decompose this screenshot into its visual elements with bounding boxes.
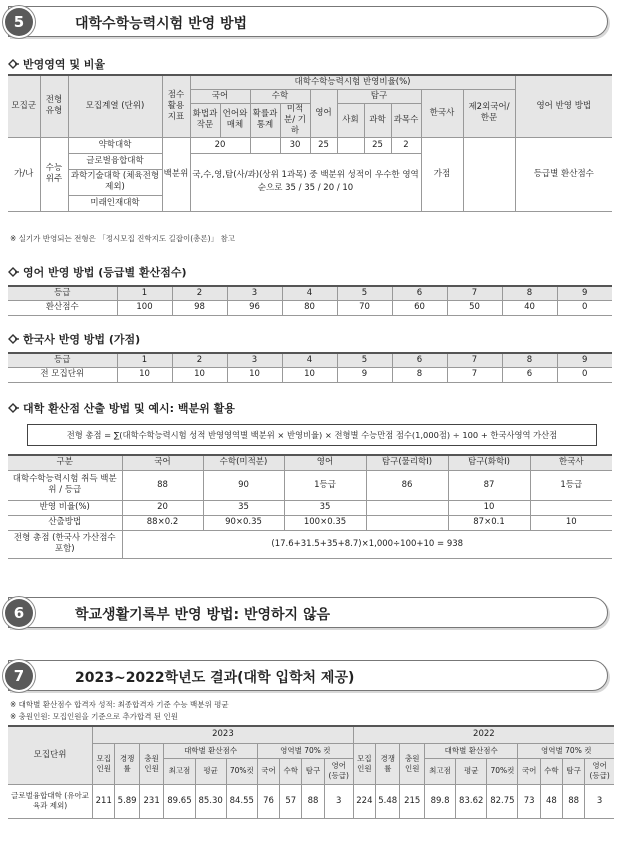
score-cell: 0 (557, 300, 612, 315)
grade-cell: 2 (172, 353, 227, 367)
result-cell: 89.8 (424, 784, 455, 818)
header-math: 수학 (540, 758, 562, 784)
english-table (8, 285, 612, 316)
history-grade-row (8, 353, 612, 367)
calc-header: 국어 (122, 455, 203, 470)
calc-cell: 35 (284, 500, 366, 515)
header-year-2022: 2022 (353, 726, 614, 743)
result-cell: 83.62 (456, 784, 487, 818)
result-cell: 76 (257, 784, 279, 818)
score-cell: 50 (447, 300, 502, 315)
calc-cell: 10 (530, 515, 612, 530)
header-social: 사회 (337, 103, 364, 137)
header-probability: 확률과 통계 (250, 103, 280, 137)
header-avg: 평균 (456, 758, 487, 784)
header-70cut: 70%컷 (487, 758, 518, 784)
english-ratio: 25 (310, 137, 337, 153)
header-english-grade: 영어 (등급) (585, 758, 614, 784)
header-subject-count: 과목수 (391, 103, 421, 137)
section-5-banner (8, 6, 608, 37)
section-6-banner (8, 597, 608, 628)
score-cell: 98 (172, 300, 227, 315)
header-fill: 충원 인원 (400, 743, 424, 784)
calc-header: 탐구(물리학Ⅰ) (366, 455, 448, 470)
result-cell: 5.48 (376, 784, 400, 818)
unit-value: 가/나 (8, 137, 40, 211)
calc-header: 한국사 (530, 455, 612, 470)
dept-item: 과학기술대학 (체육전형 제외) (68, 169, 162, 195)
grade-cell: 8 (502, 286, 557, 300)
result-cell: 48 (540, 784, 562, 818)
section-title: 학교생활기록부 반영 방법: 반영하지 않음 (75, 607, 331, 623)
header-cut: 영역별 70% 컷 (257, 743, 353, 758)
score-cell: 0 (557, 367, 612, 382)
unit-name: 글로벌융합대학 (유아교육과 제외) (8, 784, 93, 818)
grade-cell: 7 (447, 286, 502, 300)
header-english-method: 영어 반영 방법 (515, 75, 612, 137)
prob-ratio (250, 137, 280, 153)
header-cut: 영역별 70% 컷 (518, 743, 614, 758)
score-cell: 60 (392, 300, 447, 315)
header-inquiry: 탐구 (337, 89, 421, 103)
result-cell: 84.55 (226, 784, 257, 818)
header-korean: 국어 (257, 758, 279, 784)
grade-cell: 9 (557, 286, 612, 300)
calc-cell: 88 (122, 470, 203, 500)
section-number-badge: 5 (5, 8, 33, 36)
header-max: 최고점 (164, 758, 195, 784)
calc-table (8, 454, 612, 559)
grade-cell: 7 (447, 353, 502, 367)
score-cell: 7 (447, 367, 502, 382)
result-cell: 3 (585, 784, 614, 818)
history-heading-text: 한국사 반영 방법 (가점) (23, 333, 141, 346)
score-cell: 9 (337, 367, 392, 382)
results-note-1: ※ 대학별 환산점수 합격자 성적: 최종합격자 기준 수능 백분위 평균 (10, 700, 229, 709)
calc-cell (366, 515, 448, 530)
history-table (8, 352, 612, 383)
section-number-badge: 6 (5, 599, 33, 627)
grade-cell: 5 (337, 286, 392, 300)
calc-cell: 87 (448, 470, 530, 500)
header-english-grade: 영어 (등급) (324, 758, 353, 784)
calc-header: 영어 (284, 455, 366, 470)
diamond-arrow-icon (8, 334, 20, 344)
grade-cell: 8 (502, 353, 557, 367)
ratio-table (8, 74, 612, 212)
grade-cell: 4 (282, 286, 337, 300)
results-note-2: ※ 충원인원: 모집인원을 기준으로 추가합격 된 인원 (10, 712, 179, 721)
calc-cell: 1등급 (284, 470, 366, 500)
header-second-language: 제2외국어/ 한문 (463, 89, 515, 137)
grade-cell: 3 (227, 286, 282, 300)
header-converted: 대학별 환산점수 (164, 743, 258, 758)
diamond-arrow-icon (8, 267, 20, 277)
result-cell: 5.89 (115, 784, 139, 818)
calc-cell: 90×0.35 (203, 515, 284, 530)
section-title: 대학수학능력시험 반영 방법 (75, 16, 248, 32)
calc-formula: 전형 총점 = ∑(대학수학능력시험 성적 반영영역별 백분위 × 반영비율) × 전형별 수능만점 점수(1,000점) ÷ 100 + 한국사영역 가산점 (27, 424, 597, 446)
header-fill: 충원 인원 (139, 743, 163, 784)
result-cell: 82.75 (487, 784, 518, 818)
history-score-row (8, 367, 612, 382)
header-english: 영어 (310, 89, 337, 137)
result-cell: 88 (563, 784, 585, 818)
header-dept: 모집계열 (단위) (68, 75, 162, 137)
result-cell: 211 (93, 784, 115, 818)
calc-cell: 10 (448, 500, 530, 515)
calc-header: 구분 (8, 455, 122, 470)
header-korean: 국어 (190, 89, 250, 103)
grade-cell: 5 (337, 353, 392, 367)
calc-header: 수학(미적분) (203, 455, 284, 470)
calc-cell (366, 500, 448, 515)
header-math: 수학 (250, 89, 310, 103)
history-value: 가점 (421, 137, 463, 211)
other-depts-ratio-text: 국,수,영,탐(사/과)(상위 1과목) 중 백분위 성적이 우수한 영역 순으로 35 / 35 / 20 / 10 (190, 153, 421, 211)
header-inquiry: 탐구 (302, 758, 324, 784)
english-heading (8, 264, 187, 280)
result-cell: 57 (280, 784, 302, 818)
score-cell: 40 (502, 300, 557, 315)
calc-cell: 90 (203, 470, 284, 500)
calc-total-value: (17.6+31.5+35+8.7)×1,000÷100+10 = 938 (122, 530, 612, 558)
score-cell: 80 (282, 300, 337, 315)
score-label: 환산점수 (8, 300, 117, 315)
calc-cell: 35 (203, 500, 284, 515)
header-score-index: 점수 활용 지표 (162, 75, 190, 137)
header-korean: 국어 (518, 758, 540, 784)
result-cell: 88 (302, 784, 324, 818)
korean-ratio: 20 (190, 137, 250, 153)
score-cell: 96 (227, 300, 282, 315)
history-heading (8, 331, 140, 347)
calc-cell: 86 (366, 470, 448, 500)
result-cell: 231 (139, 784, 163, 818)
score-cell: 6 (502, 367, 557, 382)
social-ratio (337, 137, 364, 153)
science-ratio: 25 (364, 137, 391, 153)
ratio-heading-text: 반영영역 및 비율 (23, 58, 106, 71)
header-type: 전형 유형 (40, 75, 68, 137)
second-language-value (463, 137, 515, 211)
header-year-2023: 2023 (93, 726, 354, 743)
subject-count-value: 2 (391, 137, 421, 153)
english-score-row (8, 300, 612, 315)
result-cell: 73 (518, 784, 540, 818)
score-cell: 8 (392, 367, 447, 382)
header-unit: 모집군 (8, 75, 40, 137)
dept-item: 약학대학 (68, 137, 162, 153)
section-7-banner (8, 660, 608, 691)
header-70cut: 70%컷 (226, 758, 257, 784)
score-cell: 10 (227, 367, 282, 382)
grade-cell: 1 (117, 353, 172, 367)
grade-label: 등급 (8, 286, 117, 300)
dept-item: 미래인재대학 (68, 195, 162, 211)
score-cell: 100 (117, 300, 172, 315)
english-method-value: 등급별 환산점수 (515, 137, 612, 211)
calc-row-label: 산출방법 (8, 515, 122, 530)
header-math: 수학 (280, 758, 302, 784)
grade-label: 등급 (8, 353, 117, 367)
header-competition: 경쟁률 (115, 743, 139, 784)
grade-cell: 9 (557, 353, 612, 367)
dept-item: 글로벌융합대학 (68, 153, 162, 169)
header-calculus: 미적분/ 기하 (280, 103, 310, 137)
calc-header: 탐구(화학Ⅰ) (448, 455, 530, 470)
calc-row-label: 전형 총점 (한국사 가산점수 포함) (8, 530, 122, 558)
score-cell: 10 (172, 367, 227, 382)
calc-cell: 1등급 (530, 470, 612, 500)
header-max: 최고점 (424, 758, 455, 784)
grade-cell: 6 (392, 286, 447, 300)
grade-cell: 4 (282, 353, 337, 367)
math-ratio: 30 (280, 137, 310, 153)
results-table (8, 725, 614, 819)
calc-heading (8, 400, 235, 416)
calc-row-label: 대학수학능력시험 취득 백분위 / 등급 (8, 470, 122, 500)
header-speech-writing: 화법과 작문 (190, 103, 220, 137)
calc-cell: 88×0.2 (122, 515, 203, 530)
type-value: 수능 위주 (40, 137, 68, 211)
score-cell: 70 (337, 300, 392, 315)
ratio-note: ※ 실기가 반영되는 전형은 「정시모집 진학지도 길잡이(총론)」 참고 (10, 234, 235, 243)
grade-cell: 2 (172, 286, 227, 300)
score-label: 전 모집단위 (8, 367, 117, 382)
header-unit: 모집단위 (8, 726, 93, 784)
header-language-media: 언어와 매체 (220, 103, 250, 137)
english-grade-row (8, 286, 612, 300)
section-number-badge: 7 (5, 662, 33, 690)
header-quota: 모집 인원 (93, 743, 115, 784)
section-title: 2023~2022학년도 결과(대학 입학처 제공) (75, 670, 355, 686)
header-ratio: 대학수학능력시험 반영비율(%) (190, 75, 515, 89)
header-history: 한국사 (421, 89, 463, 137)
result-cell: 85.30 (195, 784, 226, 818)
grade-cell: 3 (227, 353, 282, 367)
diamond-arrow-icon (8, 59, 20, 69)
grade-cell: 6 (392, 353, 447, 367)
calc-cell: 100×0.35 (284, 515, 366, 530)
header-inquiry: 탐구 (563, 758, 585, 784)
calc-row-label: 반영 비율(%) (8, 500, 122, 515)
result-cell: 215 (400, 784, 424, 818)
result-cell: 224 (353, 784, 375, 818)
score-use-value: 백분위 (162, 137, 190, 211)
header-converted: 대학별 환산점수 (424, 743, 518, 758)
table-row (8, 784, 614, 818)
header-quota: 모집 인원 (353, 743, 375, 784)
result-cell: 3 (324, 784, 353, 818)
header-avg: 평균 (195, 758, 226, 784)
score-cell: 10 (282, 367, 337, 382)
grade-cell: 1 (117, 286, 172, 300)
english-heading-text: 영어 반영 방법 (등급별 환산점수) (23, 266, 187, 279)
score-cell: 10 (117, 367, 172, 382)
calc-heading-text: 대학 환산점 산출 방법 및 예시: 백분위 활용 (23, 402, 235, 415)
ratio-heading (8, 56, 105, 72)
calc-cell: 87×0.1 (448, 515, 530, 530)
calc-cell: 20 (122, 500, 203, 515)
result-cell: 89.65 (164, 784, 195, 818)
header-competition: 경쟁률 (376, 743, 400, 784)
calc-cell (530, 500, 612, 515)
diamond-arrow-icon (8, 403, 20, 413)
header-science: 과학 (364, 103, 391, 137)
